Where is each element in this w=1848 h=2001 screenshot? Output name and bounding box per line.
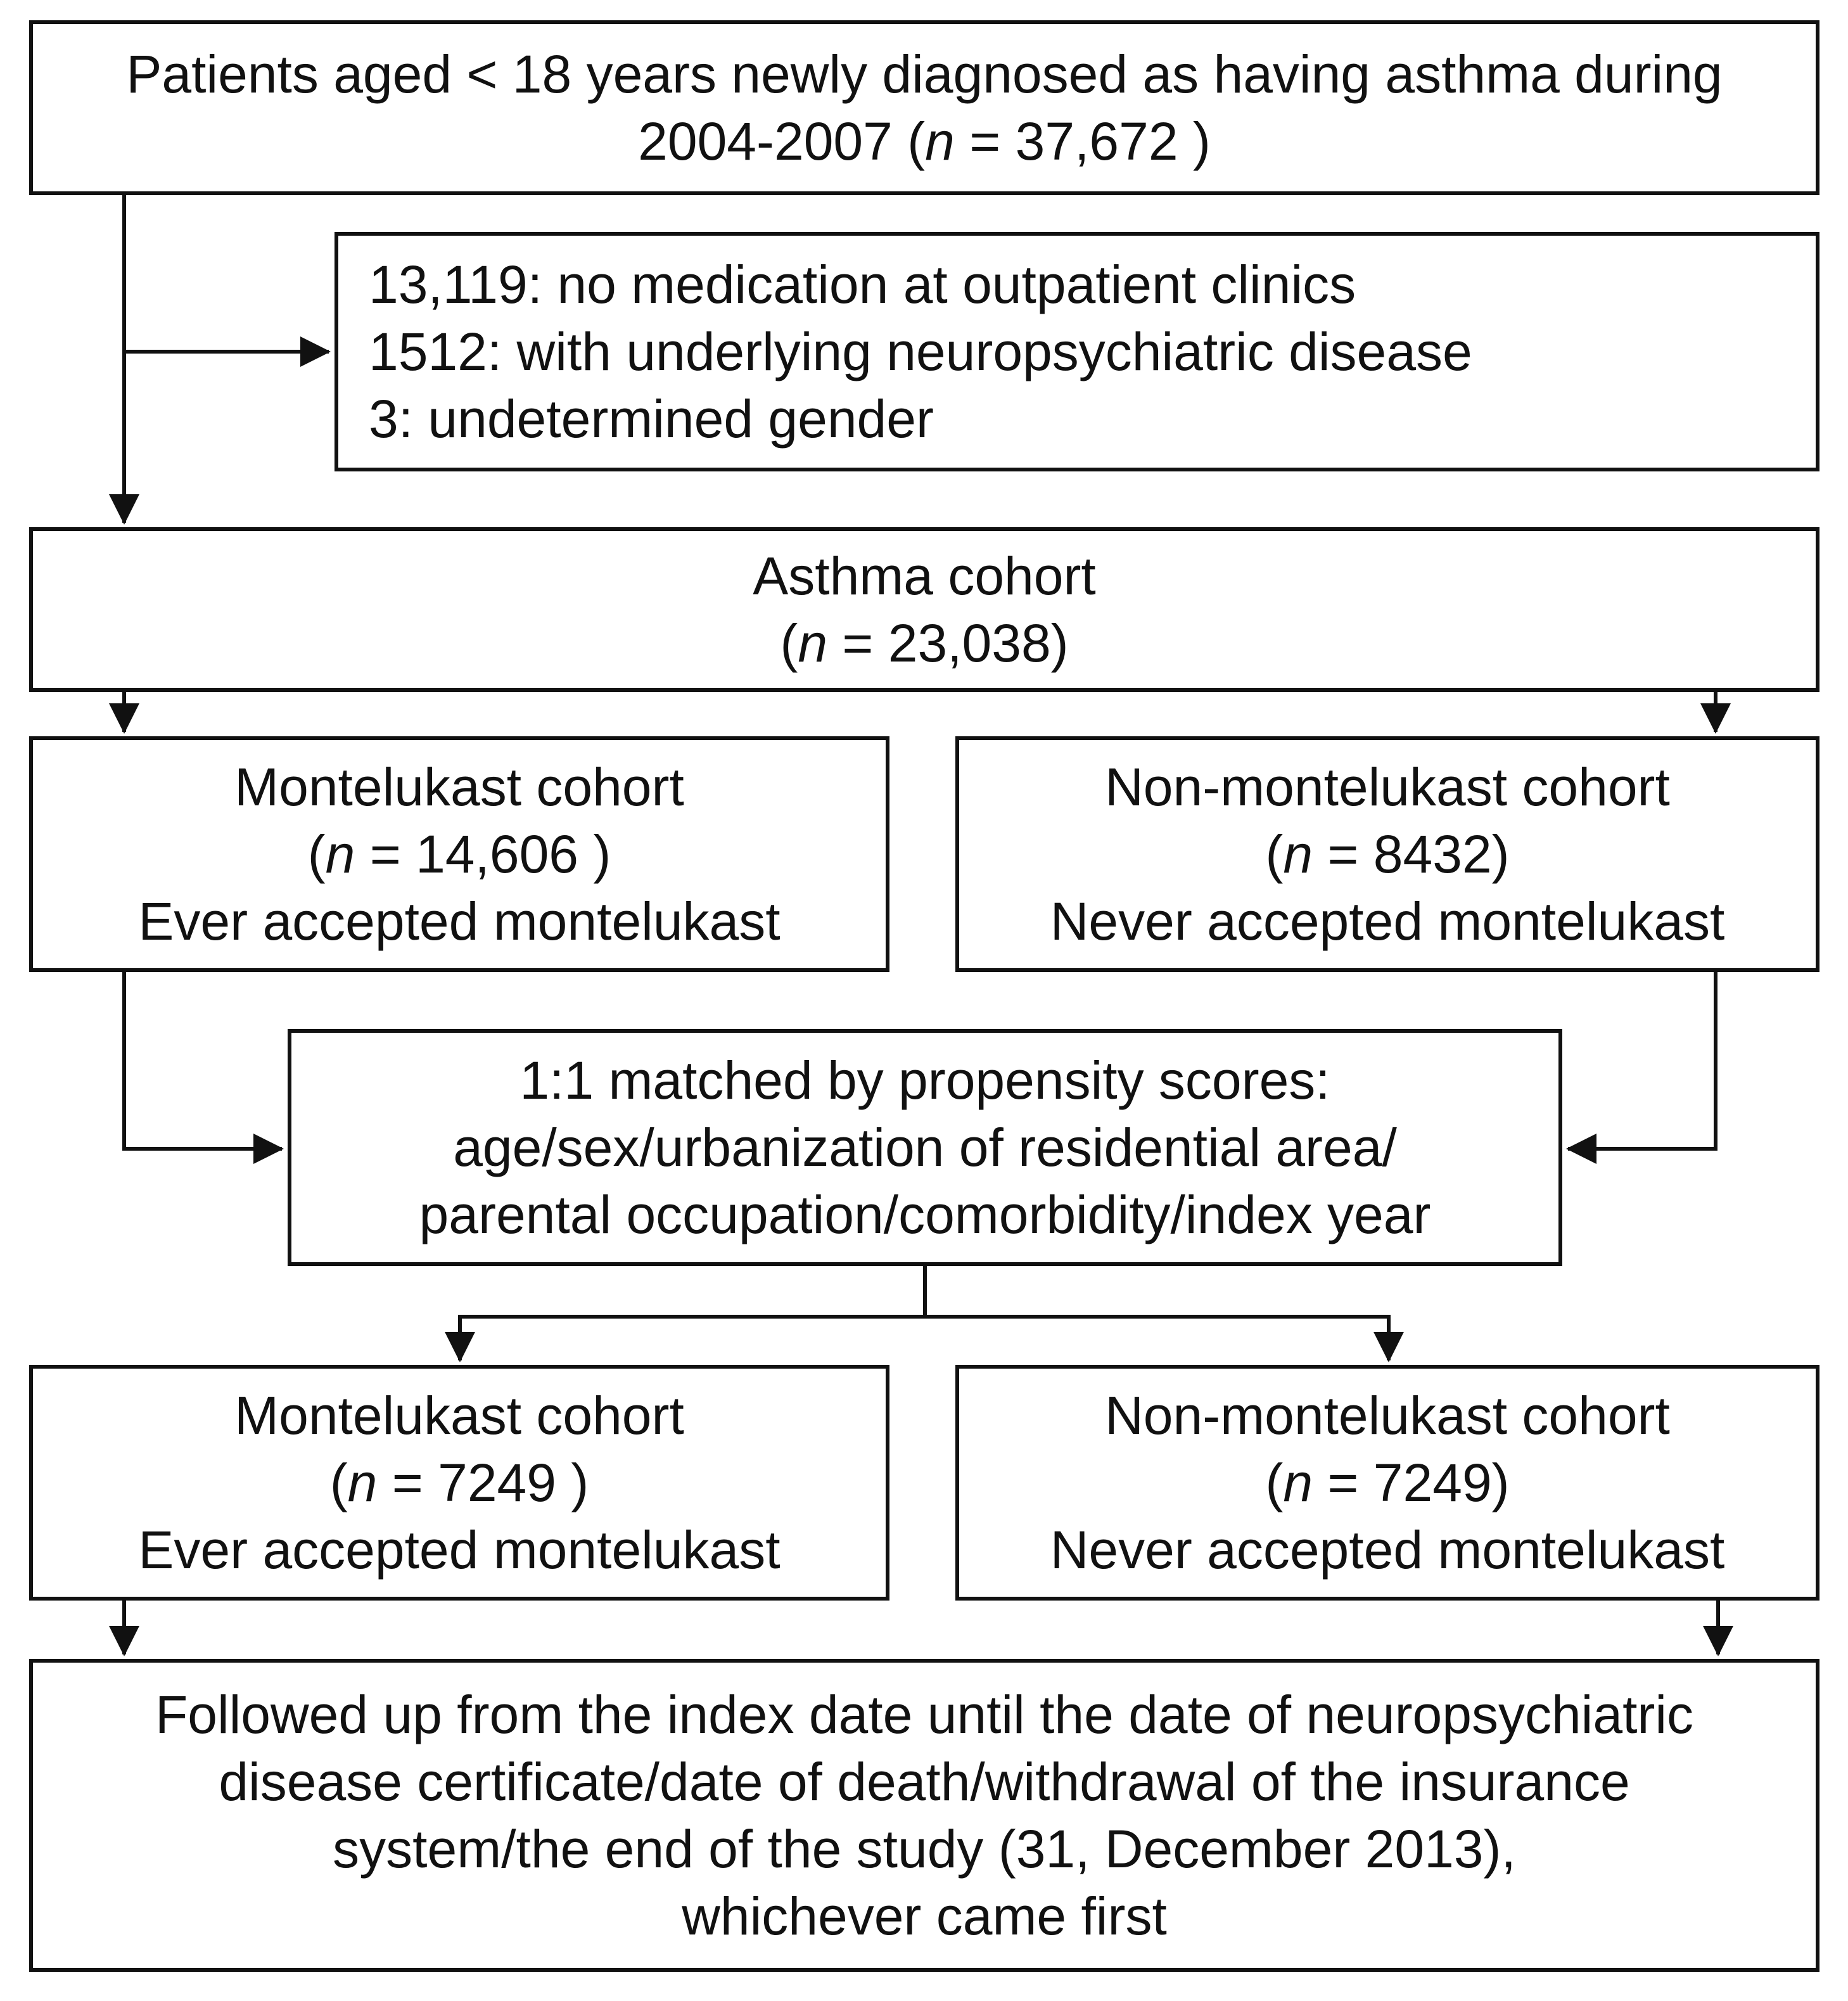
matching-line: age/sex/urbanization of residential area/ bbox=[453, 1118, 1397, 1177]
montelukast-before-desc: Ever accepted montelukast bbox=[138, 892, 781, 951]
montelukast-before-pre: ( bbox=[307, 824, 326, 884]
arrow-non-montelukast-to-matching bbox=[1570, 972, 1716, 1149]
non-montelukast-before-count bbox=[1265, 821, 1509, 888]
non-montelukast-after-count bbox=[1265, 1449, 1509, 1516]
asthma-cohort-title: Asthma cohort bbox=[753, 546, 1096, 606]
non-montelukast-after-title: Non-montelukast cohort bbox=[1105, 1386, 1670, 1445]
followup-line: disease certificate/date of death/withdrawal of the insurance bbox=[219, 1752, 1630, 1812]
followup-line: Followed up from the index date until the date of neuropsychiatric bbox=[155, 1685, 1694, 1744]
asthma-count-value: = 23,038) bbox=[827, 613, 1069, 673]
montelukast-after-desc: Ever accepted montelukast bbox=[138, 1520, 781, 1580]
montelukast-after-count bbox=[330, 1449, 589, 1516]
montelukast-after-value: = 7249 ) bbox=[377, 1453, 589, 1512]
non-montelukast-after-value: = 7249) bbox=[1313, 1453, 1510, 1512]
followup-line: system/the end of the study (31, December 2013), bbox=[333, 1819, 1516, 1879]
asthma-count-n: n bbox=[798, 613, 828, 673]
non-montelukast-after-pre: ( bbox=[1265, 1453, 1284, 1512]
montelukast-before-count bbox=[308, 821, 611, 888]
initial-patients-n: n bbox=[925, 112, 955, 171]
non-montelukast-after-n: n bbox=[1283, 1453, 1313, 1512]
initial-patients-line1: Patients aged < 18 years newly diagnosed as having asthma during bbox=[126, 44, 1723, 104]
non-montelukast-before-desc: Never accepted montelukast bbox=[1050, 892, 1725, 951]
exclusion-item: 1512: with underlying neuropsychiatric disease bbox=[369, 322, 1472, 381]
box-non-montelukast-cohort-matched bbox=[955, 1365, 1819, 1601]
box-follow-up bbox=[29, 1659, 1819, 1972]
exclusion-item: 13,119: no medication at outpatient clinics bbox=[369, 255, 1356, 314]
matching-line: 1:1 matched by propensity scores: bbox=[519, 1051, 1330, 1110]
box-non-montelukast-cohort-before bbox=[955, 736, 1819, 972]
followup-line: whichever came first bbox=[682, 1886, 1167, 1946]
matching-line: parental occupation/comorbidity/index year bbox=[419, 1185, 1431, 1244]
montelukast-after-title: Montelukast cohort bbox=[234, 1386, 684, 1445]
montelukast-after-pre: ( bbox=[329, 1453, 348, 1512]
box-initial-patients bbox=[29, 20, 1819, 195]
box-exclusions bbox=[335, 232, 1819, 471]
box-asthma-cohort bbox=[29, 527, 1819, 692]
montelukast-before-title: Montelukast cohort bbox=[234, 757, 684, 817]
initial-patients-count: = 37,672 ) bbox=[954, 112, 1211, 171]
non-montelukast-before-pre: ( bbox=[1265, 824, 1284, 884]
montelukast-before-n: n bbox=[325, 824, 355, 884]
arrow-montelukast-to-matching bbox=[124, 972, 280, 1149]
montelukast-before-value: = 14,606 ) bbox=[355, 824, 611, 884]
non-montelukast-before-value: = 8432) bbox=[1313, 824, 1510, 884]
asthma-cohort-count bbox=[780, 610, 1068, 677]
box-montelukast-cohort-before bbox=[29, 736, 889, 972]
non-montelukast-after-desc: Never accepted montelukast bbox=[1050, 1520, 1725, 1580]
asthma-count-pre: ( bbox=[780, 613, 798, 673]
box-propensity-matching bbox=[288, 1029, 1562, 1266]
initial-patients-pre: 2004-2007 ( bbox=[638, 112, 926, 171]
montelukast-after-n: n bbox=[347, 1453, 378, 1512]
non-montelukast-before-title: Non-montelukast cohort bbox=[1105, 757, 1670, 817]
non-montelukast-before-n: n bbox=[1283, 824, 1313, 884]
initial-patients-line2 bbox=[638, 108, 1211, 175]
box-montelukast-cohort-matched bbox=[29, 1365, 889, 1601]
exclusion-item: 3: undetermined gender bbox=[369, 389, 934, 449]
